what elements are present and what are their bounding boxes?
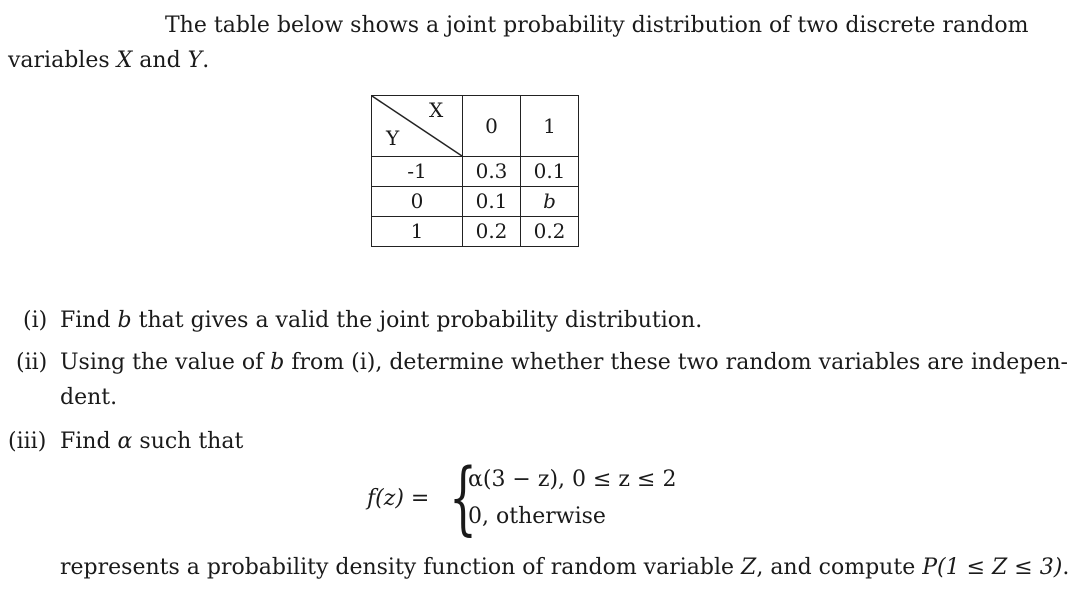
question-1-text: Find b that gives a valid the joint probability distribution. bbox=[60, 308, 703, 333]
question-1-marker: (i) bbox=[23, 308, 48, 333]
question-2-marker: (ii) bbox=[16, 350, 48, 375]
intro-line-2: variables X and Y. bbox=[8, 48, 210, 73]
table-cell: 0.1 bbox=[521, 157, 579, 187]
table-row bbox=[372, 187, 579, 217]
table-row-y-value: 0 bbox=[372, 187, 463, 217]
table-cell: 0.1 bbox=[463, 187, 521, 217]
question-2-text-line-2: dent. bbox=[60, 385, 118, 410]
brace-icon: { bbox=[449, 451, 477, 544]
table-cell: 0.2 bbox=[521, 217, 579, 247]
table-cell: 0.2 bbox=[463, 217, 521, 247]
table-cell: b bbox=[521, 187, 579, 217]
table-row-y-value: 1 bbox=[372, 217, 463, 247]
question-3-marker: (iii) bbox=[8, 429, 47, 454]
question-2-text: Using the value of b from (i), determine whether these two random variables are indepen- bbox=[60, 350, 1068, 375]
table-cell: 0.3 bbox=[463, 157, 521, 187]
table-row-y-value: -1 bbox=[372, 157, 463, 187]
table-row bbox=[372, 217, 579, 247]
closing-line: represents a probability density function of random variable Z, and compute P(1 ≤ Z ≤ 3). bbox=[60, 555, 1070, 580]
table-corner-cell bbox=[372, 96, 463, 157]
variable-y: Y bbox=[187, 48, 203, 73]
joint-probability-table bbox=[371, 95, 579, 247]
equation-lhs: f(z) = bbox=[367, 486, 430, 511]
table-y-label: Y bbox=[386, 126, 400, 150]
variable-x: X bbox=[116, 48, 133, 73]
table-header-x1: 1 bbox=[521, 96, 579, 157]
table-row bbox=[372, 157, 579, 187]
equation-case-1: α(3 − z), 0 ≤ z ≤ 2 bbox=[468, 467, 677, 492]
intro-line-1: The table below shows a joint probability distribution of two discrete random bbox=[165, 13, 1029, 38]
question-3-text: Find α such that bbox=[60, 429, 244, 454]
table-x-label: X bbox=[429, 98, 444, 122]
table-header-x0: 0 bbox=[463, 96, 521, 157]
equation-case-2: 0, otherwise bbox=[468, 504, 606, 529]
